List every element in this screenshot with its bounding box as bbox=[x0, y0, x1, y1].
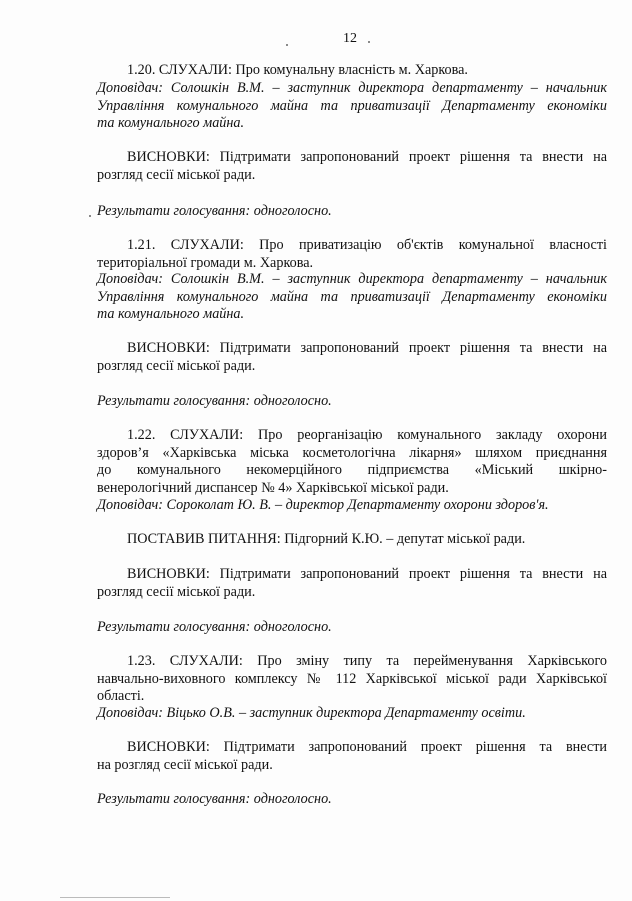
heard-1-23: 1.23. СЛУХАЛИ: Про зміну типу та перейменування Харківського навчально-виховного комплексу № 112 Харківської міської ради Харківської області. bbox=[97, 653, 607, 705]
heard-1-22: 1.22. СЛУХАЛИ: Про реорганізацію комунального закладу охорони здоров’я «Харківська міська косметологічна лікарня» шляхом приєднання до комунального некомерційного підприємства «Міський шкірно- венерологічний диспансер № 4» Харківської міської ради. bbox=[97, 427, 607, 496]
conclusions-1-22: ВИСНОВКИ: Підтримати запропонований проект рішення та внести на розгляд сесії міської ради. bbox=[97, 566, 607, 600]
conclusions-1-21: ВИСНОВКИ: Підтримати запропонований проект рішення та внести на розгляд сесії міської ради. bbox=[97, 340, 607, 374]
scan-speck bbox=[368, 41, 370, 43]
result-1-21: Результати голосування: одноголосно. bbox=[97, 393, 332, 409]
result-1-20: Результати голосування: одноголосно. bbox=[97, 203, 332, 219]
question-1-22: ПОСТАВИВ ПИТАННЯ: Підгорний К.Ю. – депутат міської ради. bbox=[127, 531, 526, 547]
page-number: 12 bbox=[343, 31, 357, 46]
speaker-1-23: Доповідач: Віцько О.В. – заступник директора Департаменту освіти. bbox=[97, 705, 526, 721]
speaker-1-20: Доповідач: Солошкін В.М. – заступник директора департаменту – начальник Управління комунального майна та приватизації Департаменту економіки та комунального майна. bbox=[97, 80, 607, 132]
scan-speck bbox=[89, 215, 91, 217]
speaker-1-22: Доповідач: Сороколат Ю. В. – директор Департаменту охорони здоров'я. bbox=[97, 497, 549, 513]
conclusions-1-20: ВИСНОВКИ: Підтримати запропонований проект рішення та внести на розгляд сесії міської ради. bbox=[97, 149, 607, 183]
speaker-1-21: Доповідач: Солошкін В.М. – заступник директора департаменту – начальник Управління комунального майна та приватизації Департаменту економіки та комунального майна. bbox=[97, 271, 607, 323]
scan-edge-line bbox=[60, 897, 170, 898]
conclusions-1-23: ВИСНОВКИ: Підтримати запропонований проект рішення та внести на розгляд сесії міської ради. bbox=[97, 739, 607, 773]
result-1-22: Результати голосування: одноголосно. bbox=[97, 619, 332, 635]
heard-1-21: 1.21. СЛУХАЛИ: Про приватизацію об'єктів комунальної власності територіальної громади м. Харкова. bbox=[97, 237, 607, 271]
heard-1-20: 1.20. СЛУХАЛИ: Про комунальну власність м. Харкова. bbox=[127, 62, 468, 78]
result-1-23: Результати голосування: одноголосно. bbox=[97, 791, 332, 807]
scan-speck bbox=[286, 44, 288, 46]
